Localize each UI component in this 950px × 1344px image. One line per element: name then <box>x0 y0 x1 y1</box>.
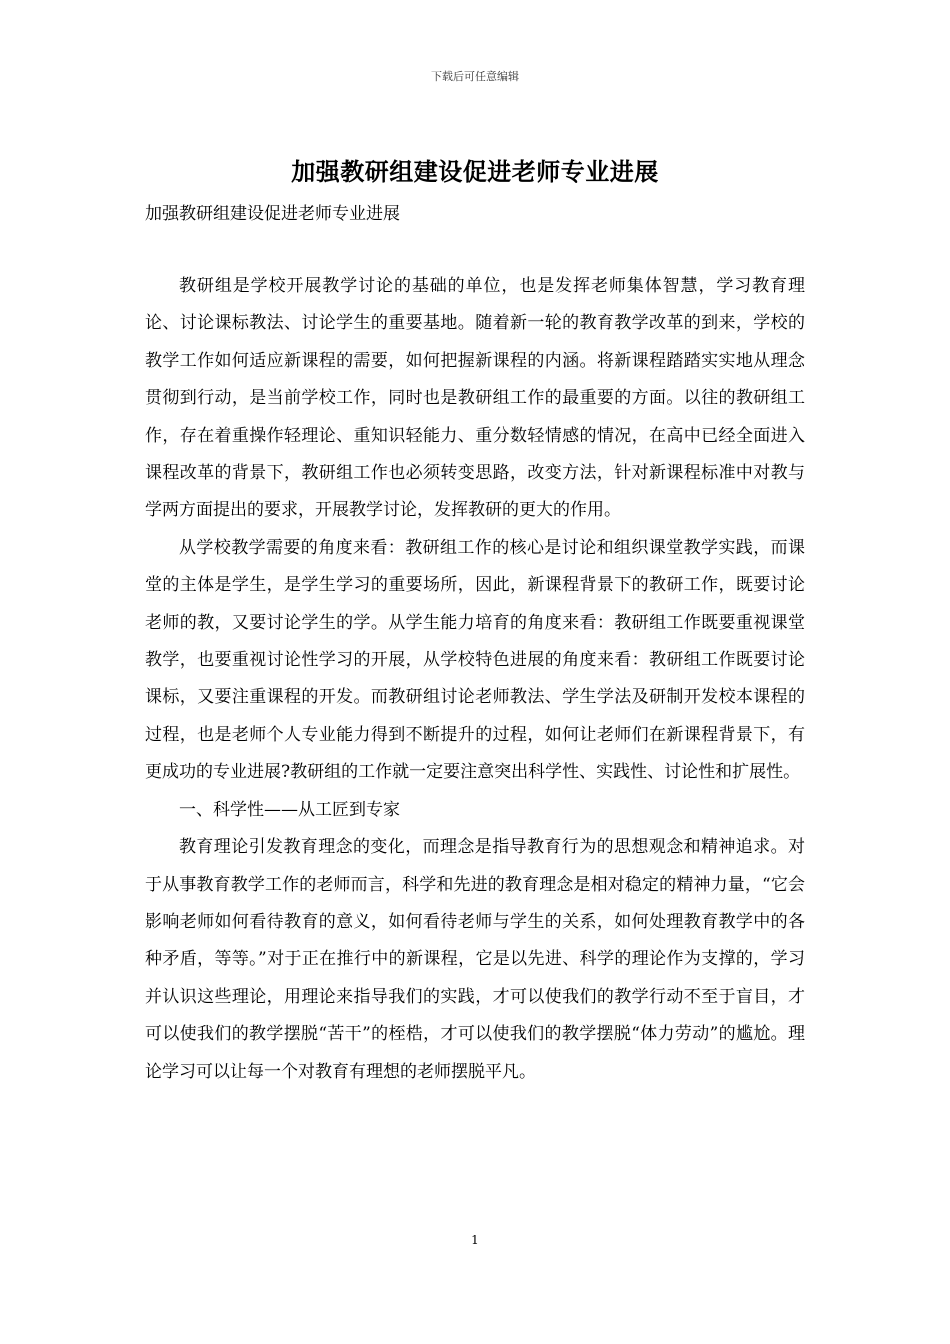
page-header-note: 下载后可任意编辑 <box>431 70 519 83</box>
page-number: 1 <box>471 1233 479 1247</box>
document-body <box>145 268 805 1091</box>
body-paragraph: 教研组是学校开展教学讨论的基础的单位，也是发挥老师集体智慧，学习教育理论、讨论课标教法、讨论学生的重要基地。随着新一轮的教育教学改革的到来，学校的教学工作如何适应新课程的需要，如何把握新课程的内涵。将新课程踏踏实实地从理念贯彻到行动，是当前学校工作，同时也是教研组工作的最重要的方面。以往的教研组工作，存在着重操作轻理论、重知识轻能力、重分数轻情感的情况，在高中已经全面进入课程改革的背景下，教研组工作也必须转变思路，改变方法，针对新课程标准中对教与学两方面提出的要求，开展教学讨论，发挥教研的更大的作用。 <box>145 276 805 521</box>
body-paragraph: 教育理论引发教育理念的变化，而理念是指导教育行为的思想观念和精神追求。对于从事教育教学工作的老师而言，科学和先进的教育理念是相对稳定的精神力量，“它会影响老师如何看待教育的意义，如何看待老师与学生的关系，如何处理教育教学中的各种矛盾，等等。”对于正在推行中的新课程，它是以先进、科学的理论作为支撑的，学习并认识这些理论，用理论来指导我们的实践，才可以使我们的教学行动不至于盲目，才可以使我们的教学摆脱“苦干”的桎梏，才可以使我们的教学摆脱“体力劳动”的尴尬。理论学习可以让每一个对教育有理想的老师摆脱平凡。 <box>145 837 805 1082</box>
body-paragraph: 从学校教学需要的角度来看：教研组工作的核心是讨论和组织课堂教学实践，而课堂的主体是学生，是学生学习的重要场所，因此，新课程背景下的教研工作，既要讨论老师的教，又要讨论学生的学。从学生能力培育的角度来看：教研组工作既要重视课堂教学，也要重视讨论性学习的开展，从学校特色进展的角度来看：教研组工作既要讨论课标，又要注重课程的开发。而教研组讨论老师教法、学生学法及研制开发校本课程的过程，也是老师个人专业能力得到不断提升的过程，如何让老师们在新课程背景下，有更成功的专业进展?教研组的工作就一定要注意突出科学性、实践性、讨论性和扩展性。 <box>145 537 805 783</box>
document-subtitle: 加强教研组建设促进老师专业进展 <box>145 204 400 224</box>
section-heading: 一、科学性——从工匠到专家 <box>179 799 400 820</box>
document-title: 加强教研组建设促进老师专业进展 <box>291 157 659 186</box>
